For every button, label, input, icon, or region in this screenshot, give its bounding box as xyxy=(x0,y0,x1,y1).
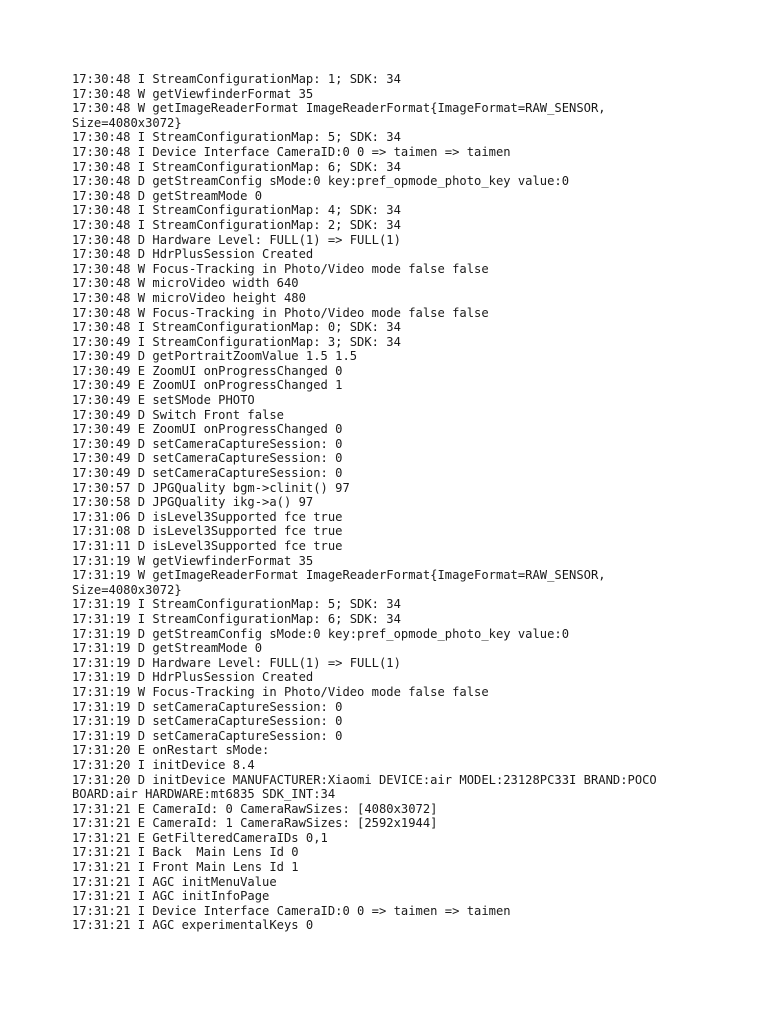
log-line: BOARD:air HARDWARE:mt6835 SDK_INT:34 xyxy=(72,787,336,802)
log-line: 17:30:49 D setCameraCaptureSession: 0 xyxy=(72,466,343,481)
log-line: 17:30:49 D setCameraCaptureSession: 0 xyxy=(72,436,343,451)
log-line: 17:31:19 I StreamConfigurationMap: 6; SDK: 34 xyxy=(72,611,401,626)
log-line: 17:31:21 I Front Main Lens Id 1 xyxy=(72,860,299,875)
log-line: 17:30:49 D setCameraCaptureSession: 0 xyxy=(72,451,343,466)
log-line: 17:30:48 W getImageReaderFormat ImageReaderFormat{ImageFormat=RAW_SENSOR, xyxy=(72,101,606,116)
log-line: 17:30:57 D JPGQuality bgm->clinit() 97 xyxy=(72,480,350,495)
log-line: 17:31:21 E CameraId: 0 CameraRawSizes: [4080x3072] xyxy=(72,801,438,816)
log-line: 17:30:49 E ZoomUI onProgressChanged 0 xyxy=(72,422,343,437)
log-line: 17:31:11 D isLevel3Supported fce true xyxy=(72,539,343,553)
log-line: 17:31:19 D setCameraCaptureSession: 0 xyxy=(72,699,343,714)
log-line: 17:30:49 E setSMode PHOTO xyxy=(72,393,255,408)
log-line: 17:31:19 D Hardware Level: FULL(1) => FULL(1) xyxy=(72,655,401,670)
log-line: 17:31:21 I Back Main Lens Id 0 xyxy=(72,845,299,860)
log-line: 17:31:19 D setCameraCaptureSession: 0 xyxy=(72,728,343,743)
log-line: Size=4080x3072} xyxy=(72,582,182,597)
log-line: 17:31:06 D isLevel3Supported fce true xyxy=(72,509,343,524)
log-line: 17:31:20 D initDevice MANUFACTURER:Xiaomi DEVICE:air MODEL:23128PC33I BRAND:POCO xyxy=(72,772,657,787)
log-line: 17:30:49 I StreamConfigurationMap: 3; SDK: 34 xyxy=(72,334,401,349)
log-line: 17:30:48 W getViewfinderFormat 35 xyxy=(72,86,314,101)
log-line: 17:30:49 D getPortraitZoomValue 1.5 1.5 xyxy=(72,349,358,364)
log-line: 17:31:21 E GetFilteredCameraIDs 0,1 xyxy=(72,830,328,845)
log-line: 17:31:19 W getImageReaderFormat ImageReaderFormat{ImageFormat=RAW_SENSOR, xyxy=(72,568,606,583)
log-line: 17:30:48 I StreamConfigurationMap: 5; SDK: 34 xyxy=(72,130,401,145)
log-line: 17:30:49 E ZoomUI onProgressChanged 0 xyxy=(72,363,343,378)
log-line: 17:31:19 W Focus-Tracking in Photo/Video mode false false xyxy=(72,684,489,699)
log-line: 17:30:48 I StreamConfigurationMap: 1; SDK: 34 xyxy=(72,72,401,86)
log-line: 17:31:21 I AGC initMenuValue xyxy=(72,874,277,889)
log-line: 17:31:19 D setCameraCaptureSession: 0 xyxy=(72,714,343,729)
log-line: 17:30:48 I StreamConfigurationMap: 0; SDK: 34 xyxy=(72,320,401,335)
log-line: 17:30:48 W microVideo height 480 xyxy=(72,290,306,305)
log-line: 17:30:58 D JPGQuality ikg->a() 97 xyxy=(72,495,314,510)
log-line: 17:30:49 D Switch Front false xyxy=(72,407,284,422)
log-line: 17:30:49 E ZoomUI onProgressChanged 1 xyxy=(72,378,343,393)
log-line: Size=4080x3072} xyxy=(72,115,182,130)
log-line: 17:30:48 W Focus-Tracking in Photo/Video mode false false xyxy=(72,261,489,276)
log-document xyxy=(72,72,712,933)
log-line: 17:31:19 D getStreamConfig sMode:0 key:pref_opmode_photo_key value:0 xyxy=(72,626,570,641)
log-line: 17:31:21 I AGC experimentalKeys 0 xyxy=(72,918,314,933)
log-line: 17:31:08 D isLevel3Supported fce true xyxy=(72,524,343,539)
log-line: 17:30:48 D HdrPlusSession Created xyxy=(72,247,314,262)
log-line: 17:30:48 D getStreamMode 0 xyxy=(72,188,263,203)
log-line: 17:31:21 I Device Interface CameraID:0 0 => taimen => taimen xyxy=(72,903,511,918)
log-line: 17:31:20 E onRestart sMode: xyxy=(72,743,270,758)
log-line: 17:30:48 W Focus-Tracking in Photo/Video mode false false xyxy=(72,305,489,320)
log-line: 17:30:48 I StreamConfigurationMap: 6; SDK: 34 xyxy=(72,159,401,174)
log-line: 17:31:19 W getViewfinderFormat 35 xyxy=(72,553,314,568)
log-line: 17:31:19 I StreamConfigurationMap: 5; SDK: 34 xyxy=(72,597,401,612)
log-line: 17:30:48 I StreamConfigurationMap: 4; SDK: 34 xyxy=(72,203,401,218)
log-line: 17:31:21 E CameraId: 1 CameraRawSizes: [2592x1944] xyxy=(72,816,438,831)
log-line: 17:31:19 D getStreamMode 0 xyxy=(72,641,263,656)
log-line: 17:30:48 I StreamConfigurationMap: 2; SDK: 34 xyxy=(72,217,401,232)
log-line: 17:31:21 I AGC initInfoPage xyxy=(72,889,270,904)
log-line: 17:31:20 I initDevice 8.4 xyxy=(72,757,255,772)
log-line: 17:30:48 W microVideo width 640 xyxy=(72,276,299,291)
log-line: 17:30:48 D getStreamConfig sMode:0 key:pref_opmode_photo_key value:0 xyxy=(72,174,570,189)
log-line: 17:31:19 D HdrPlusSession Created xyxy=(72,670,314,685)
log-line: 17:30:48 D Hardware Level: FULL(1) => FULL(1) xyxy=(72,232,401,247)
log-line: 17:30:48 I Device Interface CameraID:0 0 => taimen => taimen xyxy=(72,144,511,159)
